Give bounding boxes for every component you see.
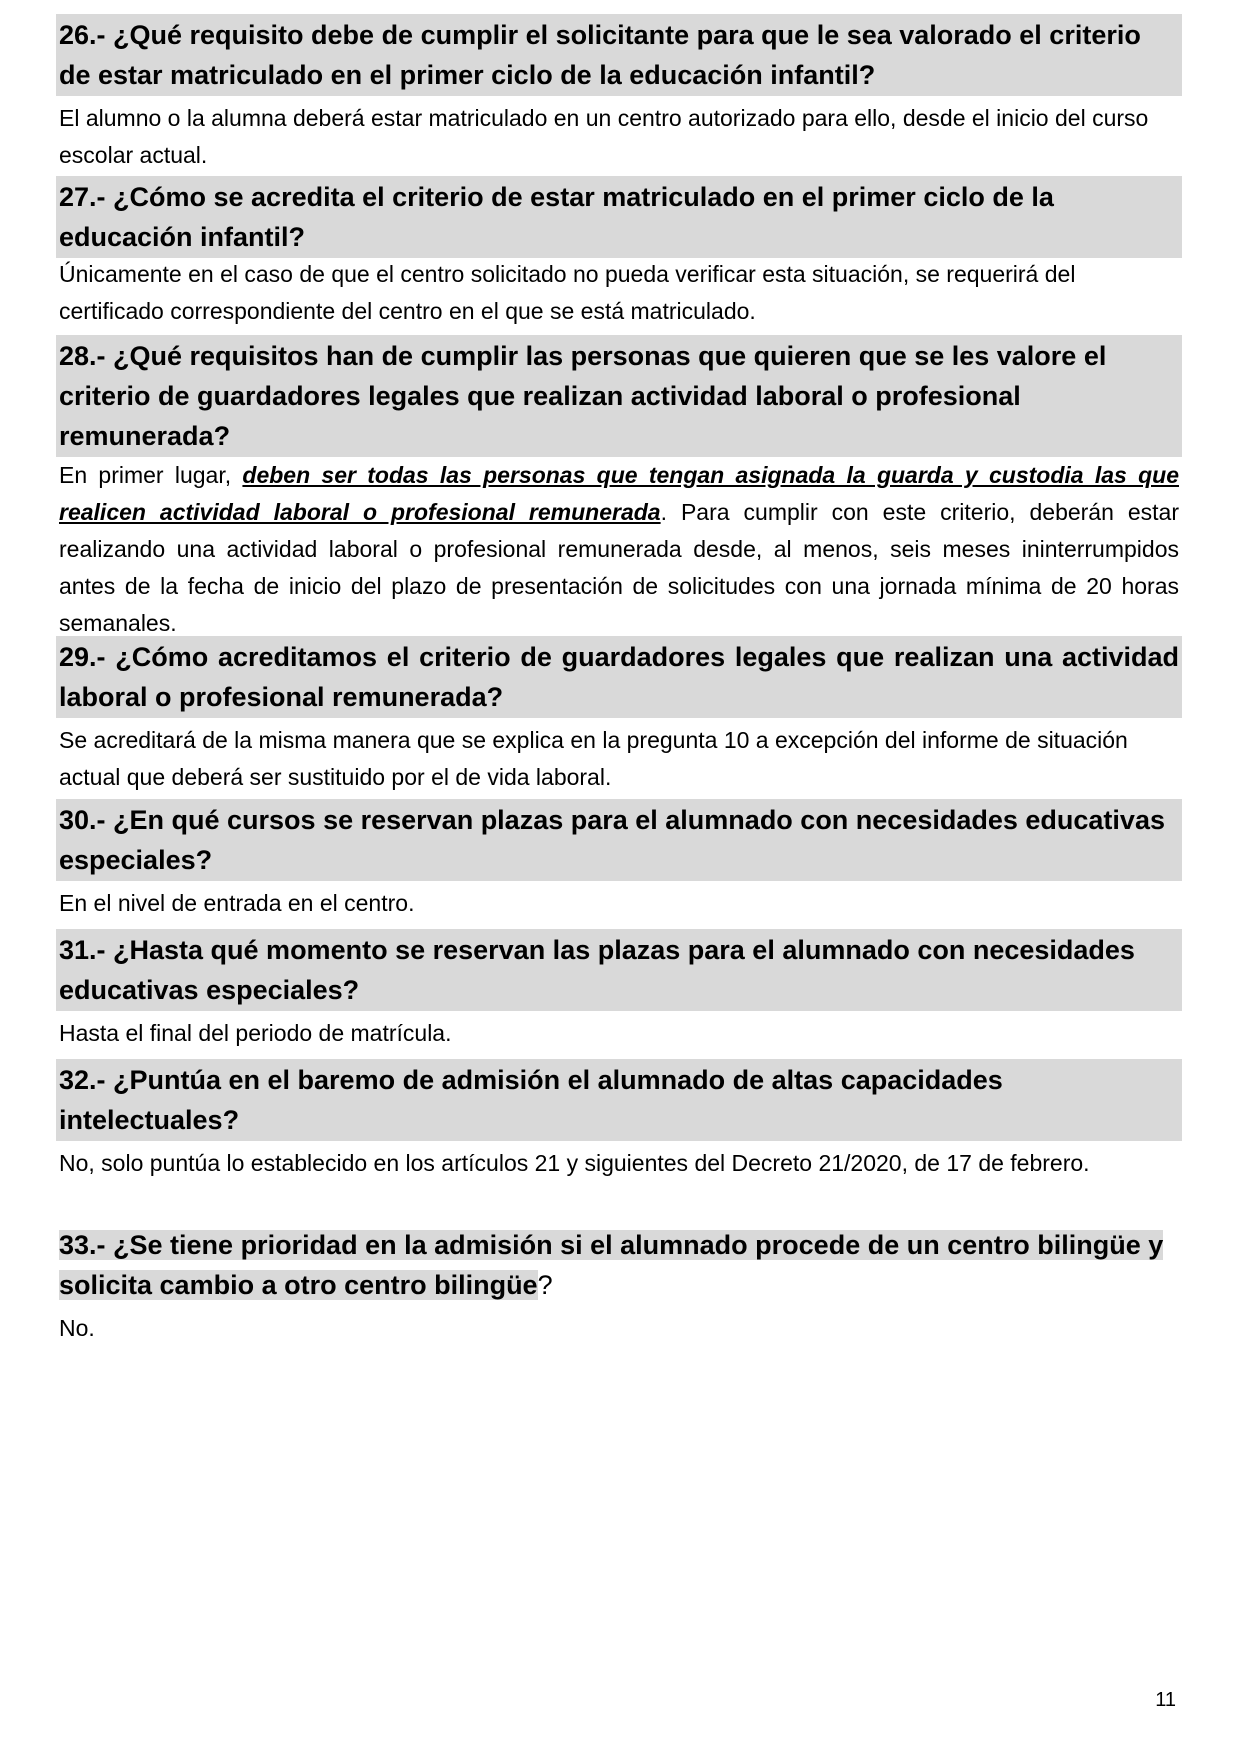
answer-31: Hasta el final del periodo de matrícula. [59, 1020, 452, 1046]
answer-28-prefix: En primer lugar, [59, 462, 243, 488]
question-33-highlighted: 33.- ¿Se tiene prioridad en la admisión si el alumnado procede de un centro bilingüe y solicita cambio a otro centro bilingüe [59, 1230, 1164, 1300]
question-28: 28.- ¿Qué requisitos han de cumplir las personas que quieren que se les valore el criterio de guardadores legales que realizan actividad laboral o profesional remunerada? [56, 335, 1182, 457]
page-number: 11 [1155, 1689, 1176, 1711]
question-32: 32.- ¿Puntúa en el baremo de admisión el alumnado de altas capacidades intelectuales? [56, 1059, 1182, 1141]
answer-33: No. [59, 1315, 95, 1341]
answer-32: No, solo puntúa lo establecido en los artículos 21 y siguientes del Decreto 21/2020, de 17 de febrero. [59, 1150, 1090, 1176]
question-31: 31.- ¿Hasta qué momento se reservan las plazas para el alumnado con necesidades educativas especiales? [56, 929, 1182, 1011]
question-26: 26.- ¿Qué requisito debe de cumplir el solicitante para que le sea valorado el criterio de estar matriculado en el primer ciclo de la educación infantil? [56, 14, 1182, 96]
answer-28-emphasis: deben ser todas las personas que tengan asignada la guarda y custodia las que realicen actividad laboral o profesional remunerada [59, 462, 1179, 525]
question-29: 29.- ¿Cómo acreditamos el criterio de guardadores legales que realizan una actividad laboral o profesional remunerada? [56, 636, 1182, 718]
answer-28-suffix: . Para cumplir con este criterio, deberán estar realizando una actividad laboral o profesional remunerada desde, al menos, seis meses ininterrumpidos antes de la fecha de inicio del plazo de presentación de solicitudes con una jornada mínima de 20 horas semanales. [59, 499, 1179, 636]
question-33 [56, 1224, 1196, 1306]
question-33-mark: ? [537, 1270, 553, 1300]
answer-29: Se acreditará de la misma manera que se explica en la pregunta 10 a excepción del informe de situación actual que deberá ser sustituido por el de vida laboral. [59, 727, 1128, 790]
question-27: 27.- ¿Cómo se acredita el criterio de estar matriculado en el primer ciclo de la educación infantil? [56, 176, 1182, 258]
answer-28 [59, 457, 1179, 642]
question-30: 30.- ¿En qué cursos se reservan plazas para el alumnado con necesidades educativas especiales? [56, 799, 1182, 881]
answer-30: En el nivel de entrada en el centro. [59, 890, 415, 916]
answer-26: El alumno o la alumna deberá estar matriculado en un centro autorizado para ello, desde el inicio del curso escolar actual. [59, 105, 1149, 168]
answer-27: Únicamente en el caso de que el centro solicitado no pueda verificar esta situación, se requerirá del certificado correspondiente del centro en el que se está matriculado. [59, 261, 1076, 324]
